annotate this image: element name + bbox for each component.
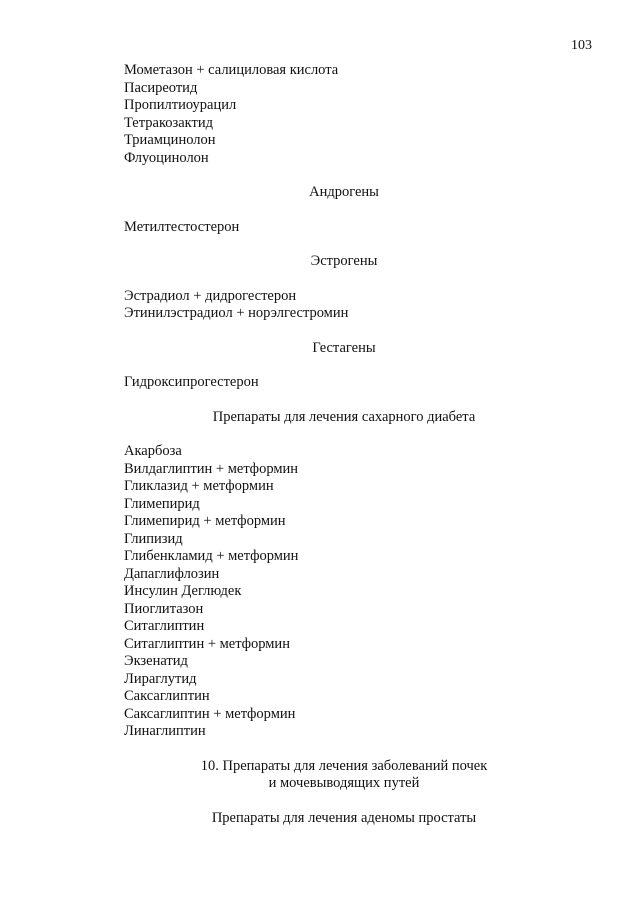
list-item: Метилтестостерон bbox=[124, 218, 240, 235]
list-item: Вилдаглиптин + метформин bbox=[124, 460, 299, 477]
list-item: Глимепирид bbox=[124, 495, 200, 512]
section-list-progestogens bbox=[124, 374, 570, 392]
list-item: Эстрадиол + дидрогестерон bbox=[124, 287, 297, 304]
section-list-diabetes bbox=[124, 443, 570, 741]
section-heading-prostate-adenoma: Препараты для лечения аденомы простаты bbox=[211, 809, 477, 826]
list-item: Глимепирид + метформин bbox=[124, 513, 286, 529]
list-item: Пиоглитазон bbox=[124, 600, 204, 617]
list-item: Инсулин Деглюдек bbox=[124, 583, 242, 599]
section-list-continuation bbox=[124, 62, 570, 167]
list-item: Пасиреотид bbox=[124, 79, 198, 96]
section-heading-androgens: Андрогены bbox=[309, 184, 379, 200]
section-list-estrogens bbox=[124, 288, 570, 323]
list-item: Акарбоза bbox=[124, 443, 182, 459]
list-item: Саксаглиптин bbox=[124, 688, 210, 704]
list-item: Мометазон + салициловая кислота bbox=[124, 62, 339, 78]
list-item: Пропилтиоурацил bbox=[124, 97, 237, 113]
section-heading-progestogens: Гестагены bbox=[312, 339, 376, 356]
list-item: Саксаглиптин + метформин bbox=[124, 705, 296, 722]
chapter-heading bbox=[124, 758, 564, 793]
section-heading-estrogens: Эстрогены bbox=[310, 253, 378, 269]
list-item: Дапаглифлозин bbox=[124, 565, 220, 582]
list-item: Ситаглиптин bbox=[124, 618, 205, 634]
list-item: Гидроксипрогестерон bbox=[124, 374, 259, 390]
list-item: Лираглутид bbox=[124, 670, 197, 687]
list-item: Гликлазид + метформин bbox=[124, 478, 274, 494]
list-item: Глибенкламид + метформин bbox=[124, 548, 299, 564]
list-item: Флуоцинолон bbox=[124, 149, 209, 166]
chapter-heading-line-2: и мочевыводящих путей bbox=[268, 775, 420, 791]
list-item: Триамцинолон bbox=[124, 132, 216, 148]
list-item: Линаглиптин bbox=[124, 723, 206, 739]
list-item: Экзенатид bbox=[124, 653, 188, 669]
section-heading-diabetes: Препараты для лечения сахарного диабета bbox=[212, 408, 476, 425]
document-body bbox=[124, 62, 570, 827]
section-list-androgens bbox=[124, 219, 570, 237]
list-item: Ситаглиптин + метформин bbox=[124, 635, 290, 652]
list-item: Этинилэстрадиол + норэлгестромин bbox=[124, 305, 349, 321]
list-item: Тетракозактид bbox=[124, 114, 213, 131]
page-number: 103 bbox=[571, 38, 592, 53]
chapter-heading-line-1: 10. Препараты для лечения заболеваний почек bbox=[200, 757, 488, 774]
list-item: Глипизид bbox=[124, 530, 183, 547]
